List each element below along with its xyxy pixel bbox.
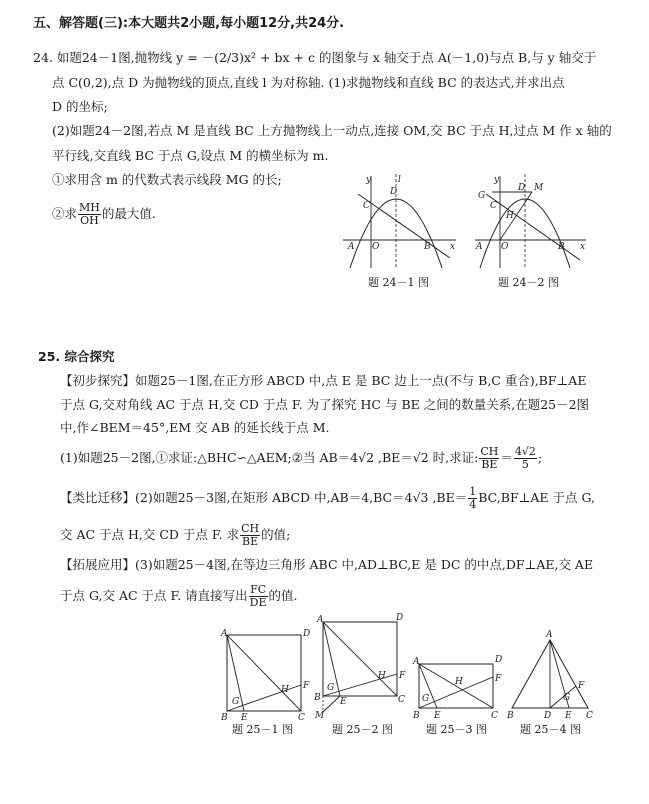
fig25-3-label-a: A [413,657,420,667]
q24-line-3: D 的坐标; [52,99,108,114]
fig24-1-label-d: D [390,187,398,197]
fig25-2-label-f: F [399,671,406,681]
q24-line-4: (2)如题24－2图,若点 M 是直线 BC 上方抛物线上一动点,连接 OM,交 BC 于点 H,过点 M 作 x 轴的 [52,123,612,138]
fig24-1-label-a: A [348,242,355,252]
q24-line-6: ①求用含 m 的代数式表示线段 MG 的长; [52,172,282,187]
q25-part3-frac [249,584,268,609]
fig25-2-label-h: H [378,671,386,681]
fig25-2-label-m: M [315,711,325,721]
fig25-1-label-f: F [303,681,310,691]
frac-denominator: BE [481,458,498,471]
q25-part1-end: ; [537,450,543,465]
fig25-4-label-e: E [565,711,572,721]
q25-part2-frac [468,486,477,511]
frac-numerator: CH [480,445,499,458]
q25-part3: 【拓展应用】(3)如题25－4图,在等边三角形 ABC 中,AD⊥BC,E 是 DC 的中点,DF⊥AE,交 AE [60,557,594,572]
frac-denominator: BE [242,535,259,548]
fig25-3-label-d: D [495,655,502,665]
frac-numerator: MH [79,201,100,214]
fig25-4-label-b: B [507,711,514,721]
fig25-3-label-g: G [422,694,430,704]
fig24-2-label-o: O [501,242,509,252]
fig24-2-label-y: y [494,175,500,185]
q25-part3-text-c: 的值. [268,588,298,603]
fig25-1-label-b: B [221,713,228,723]
fig24-1-label-o: O [372,242,380,252]
q25-part1-frac2 [514,446,537,471]
fig24-2-label-g: G [478,191,486,201]
fig24-2-caption: 题 24－2 图 [498,276,559,289]
figure-25-3 [410,650,502,722]
fig24-1-label-y: y [366,175,372,185]
q24-q2b-prefix: ②求 [52,206,78,221]
fig24-1-label-x: x [450,242,456,252]
fig24-2-label-h: H [506,211,514,221]
fig25-4-label-c: C [586,711,593,721]
fig24-2-label-b: B [558,242,565,252]
fig24-2-label-c: C [490,201,497,211]
frac-denominator: 4 [469,498,477,511]
fig25-1-label-g: G [232,697,240,707]
figure-25-4 [506,628,598,722]
q24-line-1: 24. 如题24－1图,抛物线 y = －(2/3)x² + bx + c 的图象与 x 轴交于点 A(－1,0)与点 B,与 y 轴交于 [33,50,597,65]
fig25-1-label-d: D [303,629,310,639]
fig25-2-label-d: D [396,613,404,623]
frac-numerator: 4√2 [514,445,536,458]
fig25-4-label-f: F [578,681,585,691]
q25-part3-text-b: 于点 G,交 AC 于点 F. 请直接写出 [60,588,248,603]
figure-24-2 [470,170,590,270]
fig25-4-caption: 题 25－4 图 [520,723,581,736]
fig25-2-label-g: G [327,683,335,693]
frac-numerator: CH [241,522,260,535]
fig24-2-label-a: A [476,242,483,252]
figure-25-1 [218,628,310,724]
fig24-1-label-c: C [363,201,370,211]
q24-q2b-tail: 的最大值. [101,206,156,221]
q25-line-2: 于点 G,交对角线 AC 于点 H,交 CD 于点 F. 为了探究 HC 与 BE 之间的数量关系,在题25－2图 [60,397,590,412]
fig25-1-label-a: A [221,629,228,639]
fig24-2-label-m: M [534,183,544,193]
fig25-3-label-e: E [434,711,441,721]
fig25-1-caption: 题 25－1 图 [232,723,293,736]
q25-part1-eq: ＝ [500,450,513,465]
fig25-1-label-h: H [281,685,289,695]
q24-line-2: 点 C(0,2),点 D 为抛物线的顶点,直线 l 为对称轴. (1)求抛物线和直线 BC 的表达式,并求出点 [52,75,565,90]
q25-part2-text-b: BC,BF⊥AE 于点 G, [478,490,595,505]
figure-25-2 [314,612,406,722]
frac-denominator: OH [80,214,99,227]
fig25-2-label-e: E [340,697,347,707]
q25-title: 25. 综合探究 [38,349,115,364]
q25-part1 [60,446,542,471]
q25-part2-text-a: 【类比迁移】(2)如题25－3图,在矩形 ABCD 中,AB＝4,BC＝4√3 ,BE＝ [60,490,468,505]
q25-part2 [60,486,595,511]
q25-part2-text-d: 的值; [261,527,291,542]
fig24-1-caption: 题 24－1 图 [368,276,429,289]
q25-part1-text: (1)如题25－2图,①求证:△BHC∽△AEM;②当 AB＝4√2 ,BE＝√2 时,求证: [60,450,479,465]
fig25-3-caption: 题 25－3 图 [426,723,487,736]
fig25-3-label-b: B [413,711,420,721]
fig24-1-label-b: B [424,242,431,252]
fig25-4-label-a: A [546,630,553,640]
q25-line-3: 中,作∠BEM＝45°,EM 交 AB 的延长线于点 M. [60,420,330,435]
q25-part2-cont [60,523,290,548]
fig25-1-label-e: E [241,713,248,723]
q24-line-7 [52,202,156,227]
q24-fraction [78,202,101,227]
q24-line-5: 平行线,交直线 BC 于点 G,设点 M 的横坐标为 m. [52,148,329,163]
figure-24-1 [338,170,460,270]
q25-part2-text-c: 交 AC 于点 H,交 CD 于点 F. 求 [60,527,240,542]
q25-line-1: 【初步探究】如题25－1图,在正方形 ABCD 中,点 E 是 BC 边上一点(不与 B,C 重合),BF⊥AE [60,373,587,388]
fig25-1-label-c: C [298,713,305,723]
fig25-2-label-c: C [398,695,405,705]
q25-part2-frac2 [240,523,260,548]
fig25-4-label-g: G [563,693,571,703]
fig25-3-label-f: F [495,674,502,684]
fig24-1-label-l: l [398,175,401,185]
frac-denominator: DE [249,596,267,609]
fig25-2-caption: 题 25－2 图 [332,723,393,736]
frac-numerator: FC [250,583,267,596]
section-title: 五、解答题(三):本大题共2小题,每小题12分,共24分. [33,16,345,31]
fig25-2-label-b: B [314,693,321,703]
fig25-3-label-c: C [491,711,498,721]
fig24-2-label-x: x [580,242,586,252]
frac-denominator: 5 [521,458,529,471]
fig25-4-label-d: D [544,711,552,721]
q25-part3-cont [60,584,298,609]
fig25-2-label-a: A [317,615,324,625]
fig24-2-label-d: D [518,183,526,193]
frac-numerator: 1 [469,485,477,498]
q25-part1-frac1 [479,446,499,471]
fig25-3-label-h: H [455,677,463,687]
